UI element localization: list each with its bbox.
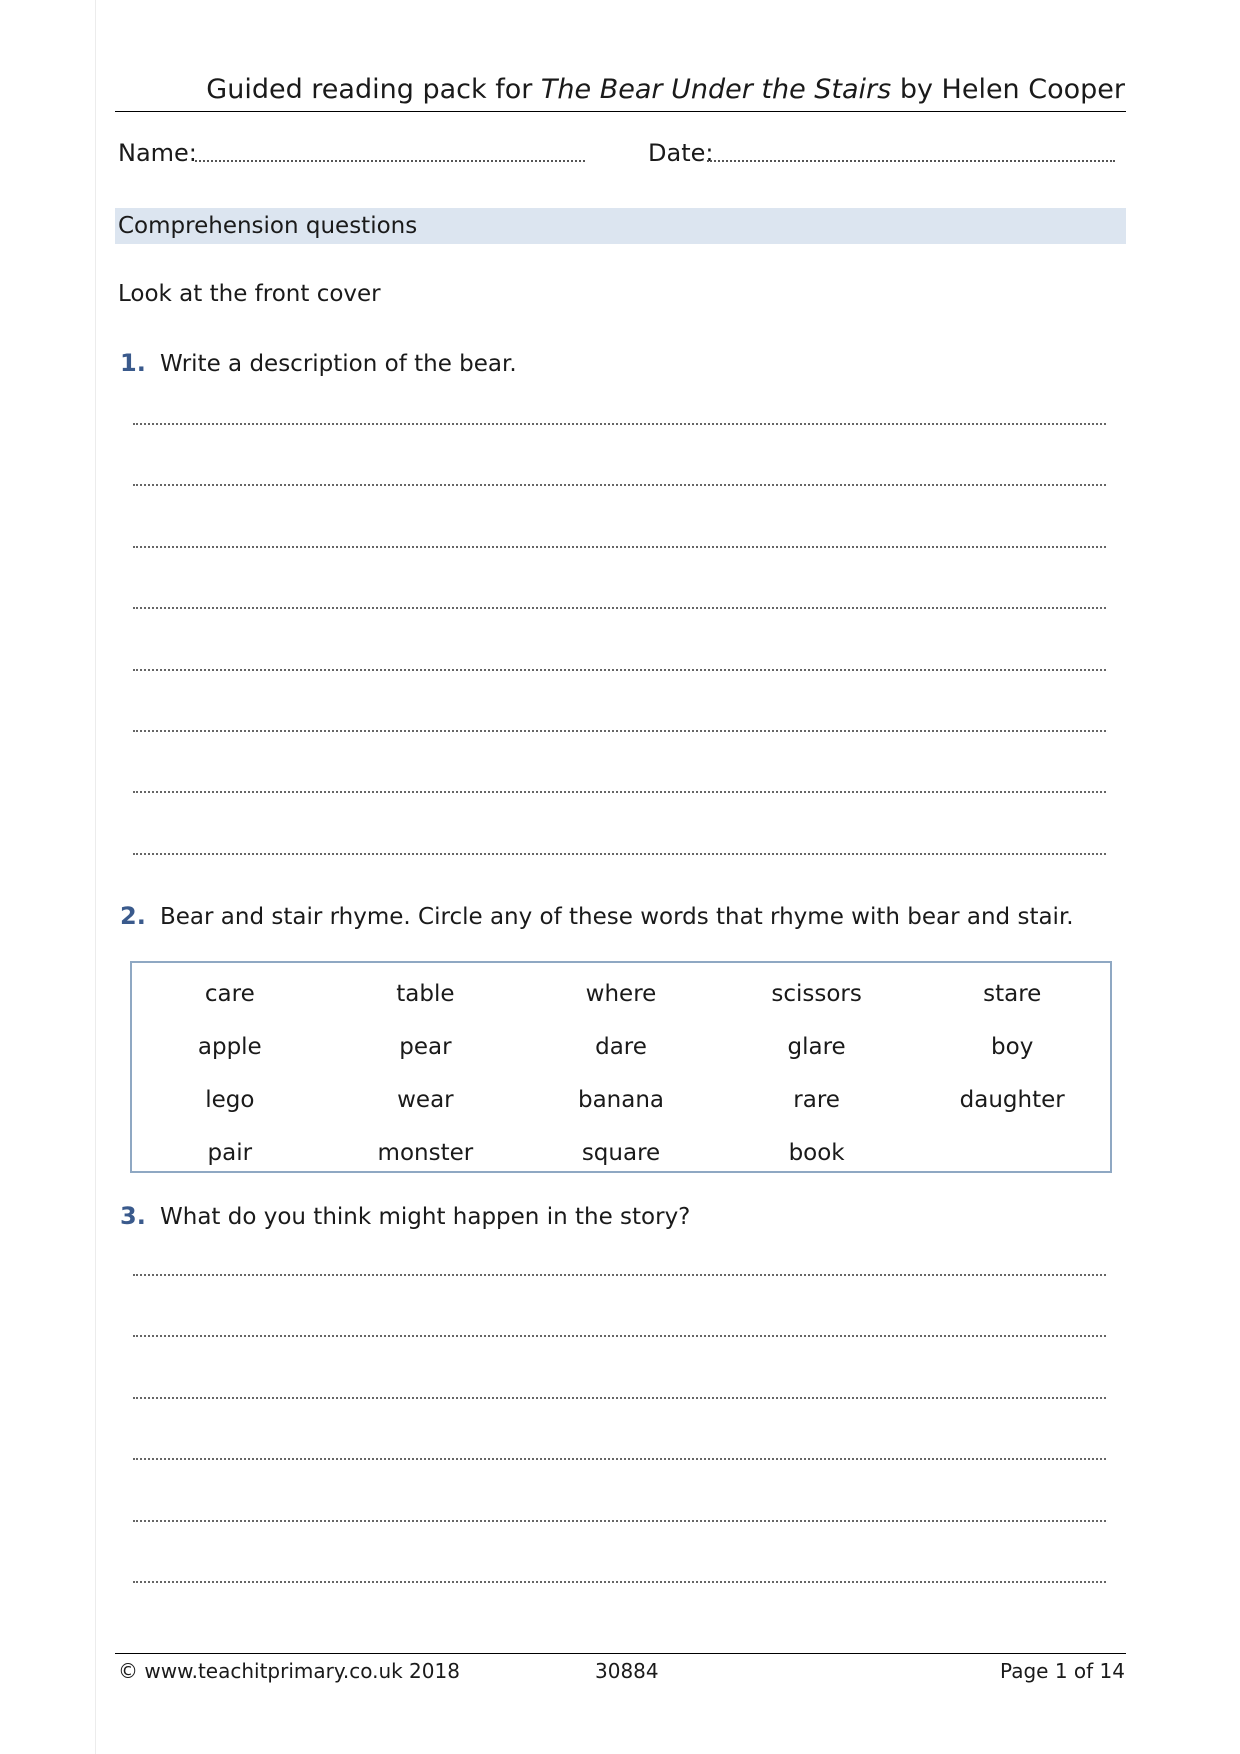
rhyme-word[interactable]: pear	[399, 1034, 452, 1060]
rhyme-word[interactable]: monster	[377, 1140, 474, 1166]
name-field[interactable]	[195, 160, 585, 162]
footer-copyright: © www.teachitprimary.co.uk 2018	[118, 1659, 460, 1683]
answer-line[interactable]	[133, 853, 1106, 855]
header-rule	[115, 111, 1126, 112]
page-edge	[95, 0, 96, 1754]
page-header	[115, 72, 1125, 108]
rhyme-word[interactable]: care	[204, 981, 255, 1007]
question-number: 1.	[120, 349, 146, 377]
rhyme-word[interactable]: boy	[991, 1034, 1034, 1060]
question-text: Write a description of the bear.	[160, 351, 517, 377]
date-label: Date:	[648, 139, 714, 167]
answer-line[interactable]	[133, 607, 1106, 609]
answer-line[interactable]	[133, 669, 1106, 671]
rhyme-word[interactable]: dare	[595, 1034, 647, 1060]
rhyme-word[interactable]: book	[788, 1140, 845, 1166]
book-title: The Bear Under the Stairs	[540, 74, 892, 105]
rhyme-word[interactable]: scissors	[771, 981, 862, 1007]
answer-line[interactable]	[133, 1335, 1106, 1337]
rhyme-word[interactable]: rare	[793, 1087, 840, 1113]
section-title: Comprehension questions	[118, 213, 418, 239]
rhyme-word[interactable]: stare	[983, 981, 1042, 1007]
header-prefix: Guided reading pack for	[206, 74, 533, 105]
date-field[interactable]	[707, 160, 1115, 162]
rhyme-word[interactable]: glare	[787, 1034, 846, 1060]
section-heading	[115, 208, 1126, 244]
rhyme-word[interactable]: banana	[577, 1087, 665, 1113]
footer-code: 30884	[595, 1659, 659, 1683]
answer-line[interactable]	[133, 1274, 1106, 1276]
footer-page-number: Page 1 of 14	[1000, 1659, 1125, 1683]
answer-line[interactable]	[133, 1397, 1106, 1399]
intro-text: Look at the front cover	[118, 281, 381, 307]
question-number: 3.	[120, 1202, 146, 1230]
answer-line[interactable]	[133, 1581, 1106, 1583]
header-suffix: by Helen Cooper	[899, 74, 1125, 105]
rhyme-word[interactable]: where	[585, 981, 657, 1007]
rhyme-word[interactable]: table	[396, 981, 455, 1007]
rhyme-word[interactable]: daughter	[959, 1087, 1065, 1113]
name-label: Name:	[118, 139, 197, 167]
rhyme-word-box	[130, 961, 1112, 1173]
answer-line[interactable]	[133, 730, 1106, 732]
question-text: What do you think might happen in the story?	[160, 1204, 691, 1230]
answer-line[interactable]	[133, 1458, 1106, 1460]
answer-line[interactable]	[133, 423, 1106, 425]
rhyme-word[interactable]: lego	[205, 1087, 255, 1113]
answer-line[interactable]	[133, 546, 1106, 548]
word-grid	[132, 963, 1110, 1183]
question-number: 2.	[120, 902, 146, 930]
rhyme-word[interactable]: pair	[207, 1140, 253, 1166]
answer-line[interactable]	[133, 1520, 1106, 1522]
answer-line[interactable]	[133, 484, 1106, 486]
question-text: Bear and stair rhyme. Circle any of these words that rhyme with bear and stair.	[160, 904, 1074, 930]
rhyme-word[interactable]	[914, 1130, 1110, 1183]
rhyme-word[interactable]: apple	[197, 1034, 262, 1060]
footer-rule	[115, 1653, 1126, 1654]
rhyme-word[interactable]: square	[581, 1140, 661, 1166]
rhyme-word[interactable]: wear	[397, 1087, 454, 1113]
answer-line[interactable]	[133, 791, 1106, 793]
